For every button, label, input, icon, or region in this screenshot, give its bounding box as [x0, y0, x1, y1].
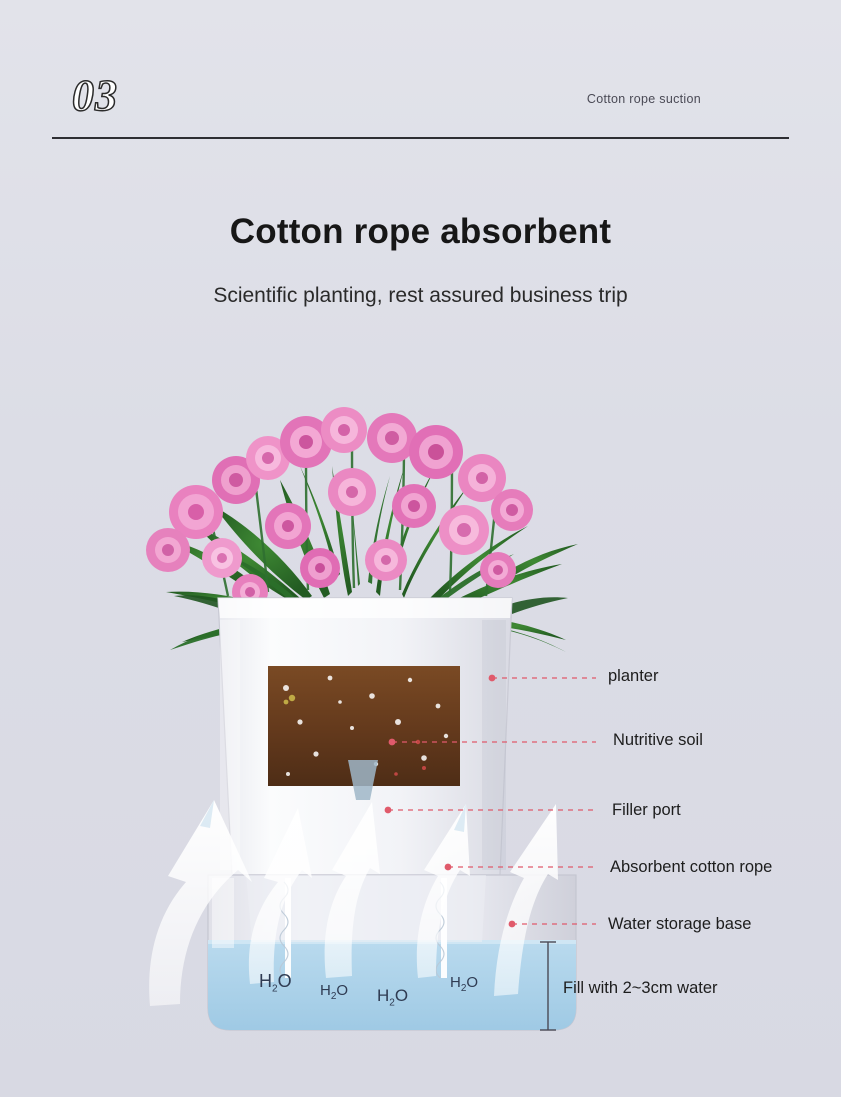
product-illustration [0, 330, 841, 1060]
header-caption: Cotton rope suction [586, 92, 701, 106]
water-label-3: $H_2O$ [377, 986, 409, 1009]
flowers [146, 407, 533, 610]
callout-fill-water: Fill with 2~3cm water [563, 979, 718, 997]
callout-absorbent-cotton-rope: Absorbent cotton rope [610, 858, 773, 876]
page-title: Cotton rope absorbent [229, 212, 612, 251]
callout-planter: planter [608, 667, 659, 685]
callout-nutritive-soil: Nutritive soil [613, 731, 703, 749]
callout-filler-port: Filler port [612, 801, 681, 819]
header-divider [52, 137, 789, 139]
water-label-4: $H_2O$ [450, 974, 479, 994]
header [52, 70, 789, 142]
section-number: 03 [72, 71, 118, 120]
water-label-1: $H_2O$ [259, 971, 292, 995]
page-subtitle: Scientific planting, rest assured business trip [213, 284, 628, 307]
callout-water-storage-base: Water storage base [608, 915, 752, 933]
water-label-2: $H_2O$ [320, 982, 349, 1002]
